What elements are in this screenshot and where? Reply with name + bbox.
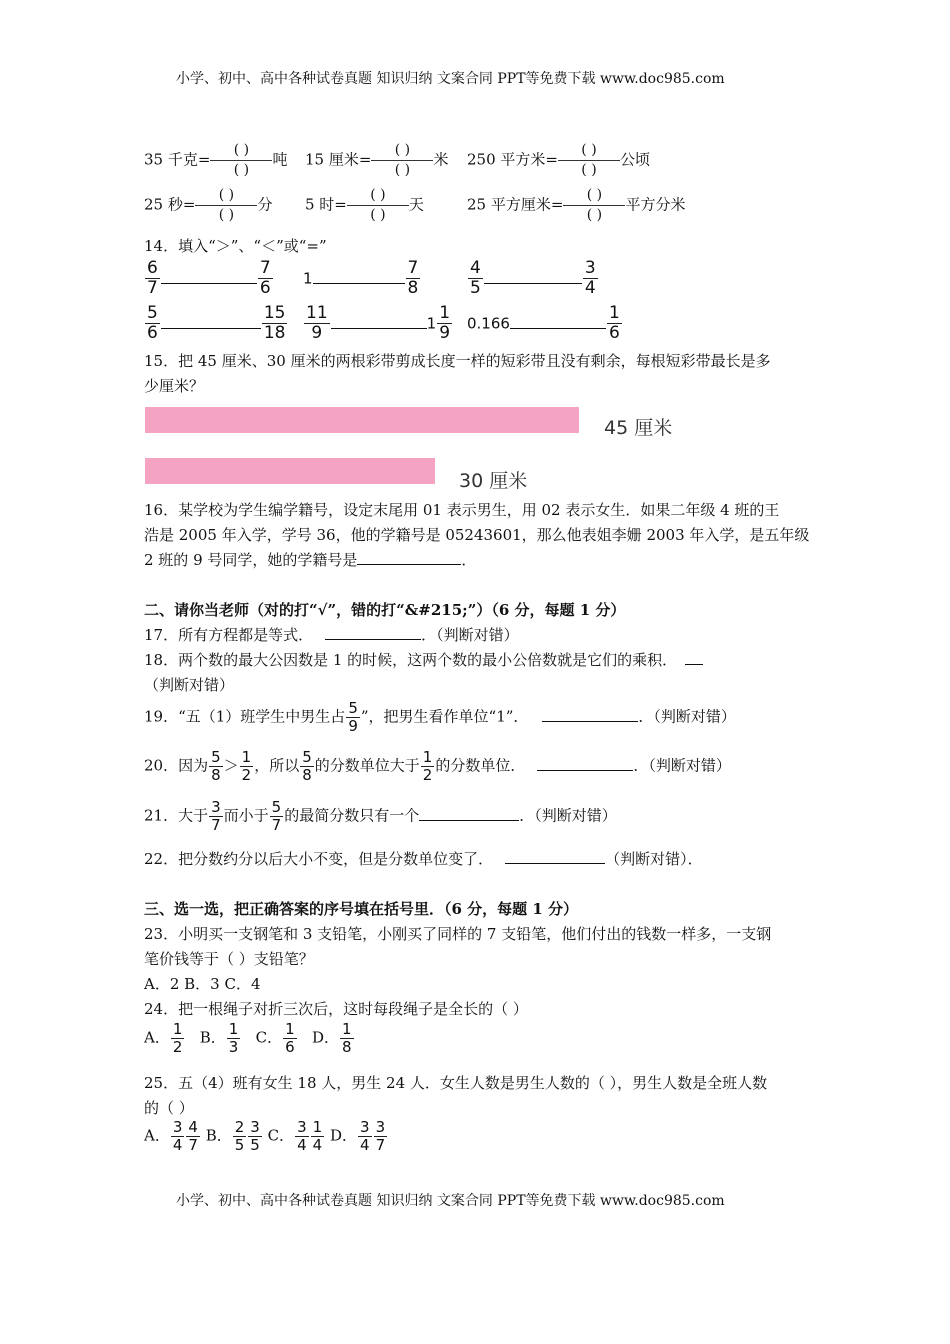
q25-line1: 25．五（4）班有女生 18 人，男生 24 人．女生人数是男生人数的（ ），男生人数是全班人数 xyxy=(144,1074,768,1092)
page-header: 小学、初中、高中各种试卷真题 知识归纳 文案合同 PPT等免费下载 www.doc985.com xyxy=(176,71,725,87)
integer: 1 xyxy=(303,269,313,288)
fraction: $\frac{7}{8}$ xyxy=(407,258,419,298)
page-footer: 小学、初中、高中各种试卷真题 知识归纳 文案合同 PPT等免费下载 www.doc985.com xyxy=(176,1193,725,1209)
q14-row1-b xyxy=(303,259,421,298)
q15-line1: 15．把 45 厘米、30 厘米的两根彩带剪成长度一样的短彩带且没有剩余，每根短彩带最长是多 xyxy=(144,352,771,370)
section-3-title: 三、选一选，把正确答案的序号填在括号里．（6 分，每题 1 分） xyxy=(144,900,579,918)
ribbon-45cm-label: 45 厘米 xyxy=(604,417,673,439)
fraction: $\frac{5}{8}$ xyxy=(211,748,221,784)
q16-line3 xyxy=(144,551,476,569)
q18-text: 18．两个数的最大公因数是 1 的时候，这两个数的最小公倍数就是它们的乘积． xyxy=(144,651,678,669)
q21-text2: 而小于 xyxy=(223,806,269,825)
q19 xyxy=(144,700,736,735)
q24: 24．把一根绳子对折三次后，这时每段绳子是全长的（ ） xyxy=(144,1000,528,1018)
fraction: $\frac{5}{7}$ xyxy=(271,798,282,834)
q22-text: 22．把分数约分以后大小不变，但是分数单位变了． xyxy=(144,850,494,868)
q25-options xyxy=(144,1119,388,1154)
q25-line2: 的（ ） xyxy=(144,1099,194,1117)
q19-text2: ”，把男生看作单位“1”． xyxy=(360,707,529,726)
q18 xyxy=(144,651,703,669)
q14-row2-b xyxy=(303,304,453,343)
q14-row1-c xyxy=(467,259,599,298)
blank-fraction[interactable]: $\frac{( )}{( )}$ xyxy=(558,141,620,180)
option-d[interactable]: D． xyxy=(311,1028,339,1047)
fraction: $\frac{5}{6}$ xyxy=(147,303,158,343)
q20-text3: 的分数单位大于 xyxy=(314,756,420,775)
fraction: $\frac{1}{2}$ xyxy=(172,1020,183,1056)
q18-tail: （判断对错） xyxy=(144,676,235,694)
q16-line1: 16．某学校为学生编学籍号，设定末尾用 01 表示男生，用 02 表示女生．如果二年级 4 班的王 xyxy=(144,501,780,519)
q20-tail: ．（判断对错） xyxy=(633,756,731,775)
ribbon-30cm xyxy=(145,458,435,484)
blank-fraction[interactable]: $\frac{( )}{( )}$ xyxy=(210,141,272,180)
answer-blank[interactable] xyxy=(161,316,261,329)
q16-line2: 浩是 2005 年入学，学号 36，他的学籍号是 05243601，那么他表姐李姗 2003 年入学，是五年级 xyxy=(144,526,810,544)
conversion-row-1c xyxy=(467,141,650,180)
q19-tail: ．（判断对错） xyxy=(638,707,736,726)
q14-row1-a xyxy=(144,259,274,298)
option-b[interactable]: B． xyxy=(199,1028,226,1047)
conv-unit: 米 xyxy=(433,150,449,169)
q23-line1: 23．小明买一支钢笔和 3 支铅笔，小刚买了同样的 7 支铅笔，他们付出的钱数一样多，一支钢 xyxy=(144,925,772,943)
q23-line2: 笔价钱等于（ ）支铅笔？ xyxy=(144,950,314,968)
q17-text: 17．所有方程都是等式． xyxy=(144,626,314,644)
fraction: $\frac{4}{5}$ xyxy=(470,258,481,298)
conv-label: 250 平方米= xyxy=(467,150,558,169)
fraction: $\frac{4}{7}$ xyxy=(188,1118,198,1154)
answer-blank[interactable] xyxy=(331,316,427,329)
option-d[interactable]: D． xyxy=(329,1126,358,1145)
fraction: $\frac{1}{9}$ xyxy=(439,303,451,343)
q21 xyxy=(144,799,617,834)
conv-unit: 天 xyxy=(408,195,424,214)
fraction: $\frac{3}{7}$ xyxy=(375,1118,386,1154)
blank-fraction[interactable]: $\frac{( )}{( )}$ xyxy=(563,186,625,225)
fraction: $\frac{3}{5}$ xyxy=(250,1118,260,1154)
conversion-row-2 xyxy=(144,186,272,225)
q21-text3: 的最简分数只有一个 xyxy=(284,806,420,825)
answer-blank[interactable] xyxy=(313,271,405,284)
conversion-row-2b xyxy=(305,186,424,225)
conv-unit: 吨 xyxy=(272,150,288,169)
integer: 1 xyxy=(426,314,437,333)
q20-text: 20．因为 xyxy=(144,756,209,775)
decimal: 0.166 xyxy=(467,314,510,333)
blank-fraction[interactable]: $\frac{( )}{( )}$ xyxy=(347,186,409,225)
fraction: $\frac{1}{8}$ xyxy=(341,1020,352,1056)
fraction: $\frac{15}{18}$ xyxy=(263,303,286,343)
answer-blank[interactable] xyxy=(484,271,582,284)
fraction: $\frac{6}{7}$ xyxy=(147,258,158,298)
q14-row2-c xyxy=(467,304,623,343)
q22 xyxy=(144,850,703,868)
fraction: $\frac{2}{5}$ xyxy=(234,1118,245,1154)
fraction: $\frac{1}{6}$ xyxy=(608,303,620,343)
option-a[interactable]: A． xyxy=(144,1028,170,1047)
fraction: $\frac{1}{3}$ xyxy=(228,1020,239,1056)
fraction: $\frac{5}{9}$ xyxy=(348,699,358,735)
option-a[interactable]: A． xyxy=(144,1126,170,1145)
conversion-row-1b xyxy=(305,141,448,180)
conv-label: 25 平方厘米= xyxy=(467,195,564,214)
q20 xyxy=(144,749,731,784)
answer-blank[interactable] xyxy=(357,552,461,565)
answer-blank[interactable] xyxy=(542,709,638,722)
q16-end: ． xyxy=(461,551,477,569)
answer-blank[interactable] xyxy=(537,758,633,771)
fraction: $\frac{3}{7}$ xyxy=(211,798,221,834)
blank-fraction[interactable]: $\frac{( )}{( )}$ xyxy=(195,186,257,225)
answer-blank[interactable] xyxy=(685,652,703,665)
fraction: $\frac{1}{4}$ xyxy=(312,1118,323,1154)
q20-text4: 的分数单位． xyxy=(435,756,526,775)
answer-blank[interactable] xyxy=(161,271,257,284)
q24-options xyxy=(144,1021,355,1056)
conv-label: 15 厘米= xyxy=(305,150,372,169)
q19-text: 19．“五（1）班学生中男生占 xyxy=(144,707,346,726)
fraction: $\frac{1}{6}$ xyxy=(285,1020,295,1056)
fraction: $\frac{3}{4}$ xyxy=(297,1118,307,1154)
q21-tail: ．（判断对错） xyxy=(519,806,617,825)
conv-unit: 分 xyxy=(257,195,273,214)
blank-fraction[interactable]: $\frac{( )}{( )}$ xyxy=(371,141,433,180)
q22-tail: （判断对错）． xyxy=(605,850,703,868)
q15-line2: 少厘米？ xyxy=(144,377,205,395)
q17-tail: ．（判断对错） xyxy=(421,626,519,644)
q23-options: A．2 B．3 C．4 xyxy=(144,975,261,993)
ribbon-45cm xyxy=(145,407,579,433)
conv-unit: 公顷 xyxy=(619,150,650,169)
conv-label: 5 时= xyxy=(305,195,347,214)
q14-title: 14．填入“＞”、“＜”或“=” xyxy=(144,237,327,255)
conversion-row-2c xyxy=(467,186,685,225)
fraction: $\frac{1}{2}$ xyxy=(422,748,433,784)
answer-blank[interactable] xyxy=(510,316,606,329)
q17 xyxy=(144,626,519,644)
q21-text: 21．大于 xyxy=(144,806,209,825)
fraction: $\frac{11}{9}$ xyxy=(306,303,328,343)
conversion-row-1 xyxy=(144,141,287,180)
answer-blank[interactable] xyxy=(325,627,421,640)
greater-than: ＞ xyxy=(223,756,239,775)
fraction: $\frac{7}{6}$ xyxy=(259,258,271,298)
fraction: $\frac{5}{8}$ xyxy=(302,748,312,784)
fraction: $\frac{3}{4}$ xyxy=(360,1118,370,1154)
fraction: $\frac{3}{4}$ xyxy=(172,1118,183,1154)
option-b[interactable]: B． xyxy=(205,1126,232,1145)
conv-label: 35 千克= xyxy=(144,150,211,169)
q20-text2: ，所以 xyxy=(254,756,300,775)
ribbon-30cm-label: 30 厘米 xyxy=(459,470,528,492)
answer-blank[interactable] xyxy=(505,851,605,864)
section-2-title: 二、请你当老师（对的打“√”，错的打“&#215;”）（6 分，每题 1 分） xyxy=(144,601,626,619)
conv-label: 25 秒= xyxy=(144,195,196,214)
option-c[interactable]: C． xyxy=(267,1126,295,1145)
q14-row2-a xyxy=(144,304,288,343)
q16-text: 2 班的 9 号同学，她的学籍号是 xyxy=(144,551,358,569)
fraction: $\frac{1}{2}$ xyxy=(241,748,252,784)
option-c[interactable]: C． xyxy=(255,1028,283,1047)
conv-unit: 平方分米 xyxy=(625,195,686,214)
fraction: $\frac{3}{4}$ xyxy=(584,258,596,298)
answer-blank[interactable] xyxy=(419,808,519,821)
